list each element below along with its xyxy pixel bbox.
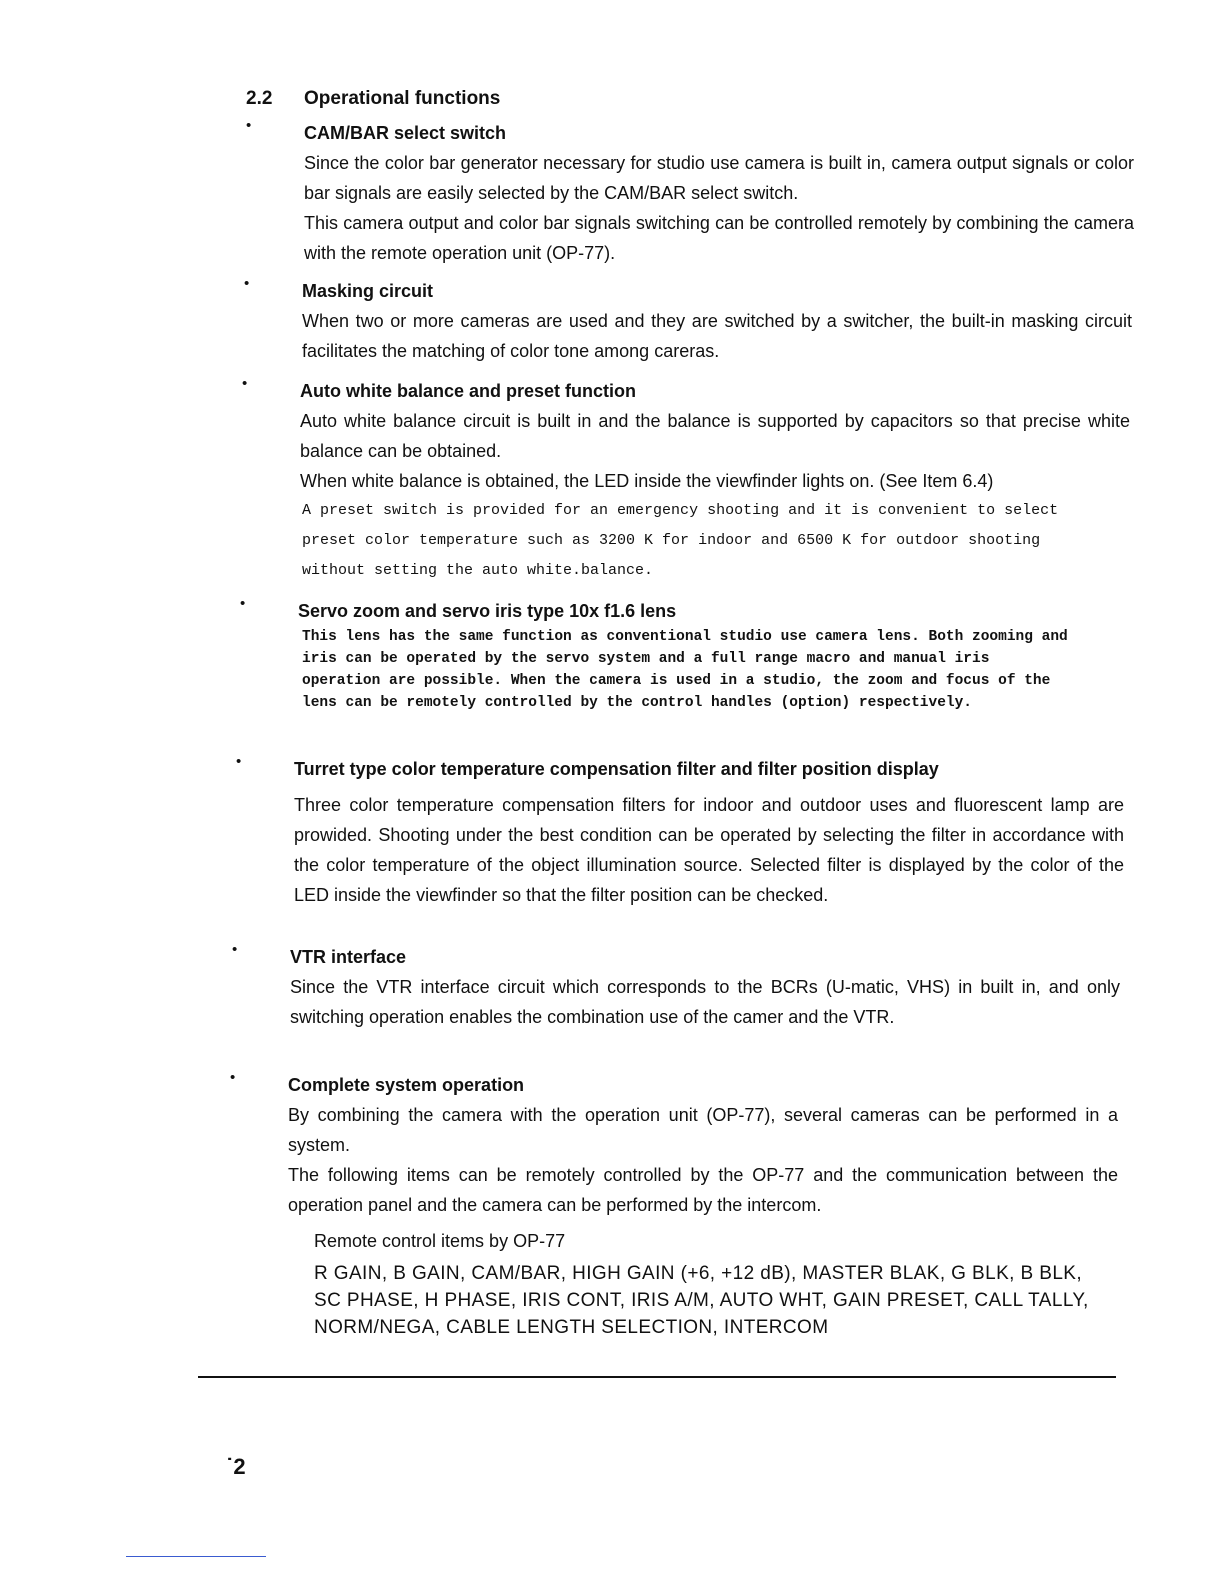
bullet-icon: • <box>246 117 252 134</box>
section-title: Operational functions <box>304 88 501 109</box>
item-auto-white-balance <box>242 375 1130 586</box>
item-title: Complete system operation <box>288 1075 525 1095</box>
page-number-value: 2 <box>233 1454 246 1479</box>
item-turret-filter <box>236 753 1124 910</box>
section-number: 2.2 <box>246 88 273 109</box>
item-complete-system <box>230 1069 1118 1341</box>
remote-items-list: R GAIN, B GAIN, CAM/BAR, HIGH GAIN (+6, +12 dB), MASTER BLAK, G BLK, B BLK, SC PHASE, H PHASE, IRIS CONT, IRIS A/M, AUTO WHT, GAIN PRESET, CALL TALLY, NORM/NEGA, CABLE LENGTH SELECTION, INTERCOM <box>314 1263 1089 1338</box>
page-number-dot: ˙ <box>226 1454 234 1479</box>
item-title: Masking circuit <box>302 281 434 301</box>
bullet-icon: • <box>230 1069 236 1086</box>
bottom-rule <box>198 1376 1116 1378</box>
item-paragraph: Since the VTR interface circuit which corresponds to the BCRs (U-matic, VHS) in built in, and only switching operation enables the combination use of the camer and the VTR. <box>290 977 1120 1027</box>
item-paragraph: Three color temperature compensation filters for indoor and outdoor uses and fluorescent lamp are prowided. Shooting under the best condition can be operated by selecting the filter in accordance with the color temperature of the object illumination source. Selected filter is displayed by the color of the LED inside the viewfinder so that the filter position can be checked. <box>294 795 1124 905</box>
item-paragraph: Since the color bar generator necessary for studio use camera is built in, camera output signals or color bar signals are easily selected by the CAM/BAR select switch. <box>304 153 1134 203</box>
preset-switch-note: A preset switch is provided for an emergency shooting and it is convenient to select preset color temperature such as 3200 K for indoor and 6500 K for outdoor shooting without setting the auto white.balance. <box>302 502 1059 579</box>
section-heading <box>246 88 500 110</box>
item-paragraph: When white balance is obtained, the LED inside the viewfinder lights on. (See Item 6.4) <box>300 471 994 491</box>
item-title: Servo zoom and servo iris type 10x f1.6 lens <box>298 601 677 621</box>
item-paragraph: This camera output and color bar signals switching can be controlled remotely by combining the camera with the remote operation unit (OP-77). <box>304 213 1134 263</box>
bullet-icon: • <box>244 275 250 292</box>
item-vtr-interface <box>232 941 1120 1032</box>
item-title: Auto white balance and preset function <box>300 381 637 401</box>
item-paragraph: By combining the camera with the operation unit (OP-77), several cameras can be performed in a system. <box>288 1105 1118 1155</box>
item-paragraph: When two or more cameras are used and they are switched by a switcher, the built-in masking circuit facilitates the matching of color tone among careras. <box>302 311 1132 361</box>
footer-divider <box>126 1556 266 1557</box>
item-servo-zoom-lens <box>240 595 1128 714</box>
bullet-icon: • <box>236 753 242 770</box>
item-title: CAM/BAR select switch <box>304 123 507 143</box>
item-title: VTR interface <box>290 947 407 967</box>
item-masking-circuit <box>244 275 1132 366</box>
item-cam-bar-switch <box>246 117 1134 268</box>
item-paragraph: The following items can be remotely controlled by the OP-77 and the communication between the operation panel and the camera can be performed by the intercom. <box>288 1165 1118 1215</box>
item-title: Turret type color temperature compensation filter and filter position display <box>294 759 939 779</box>
bullet-icon: • <box>242 375 248 392</box>
item-paragraph: Auto white balance circuit is built in and the balance is supported by capacitors so that precise white balance can be obtained. <box>300 411 1130 461</box>
page-number <box>226 1454 246 1480</box>
lens-description: This lens has the same function as conventional studio use camera lens. Both zooming and iris can be operated by the servo system and a full range macro and manual iris operation are possible. When the camera is used in a studio, the zoom and focus of the lens can be remotely controlled by the control handles (option) respectively. <box>302 629 1068 711</box>
bullet-icon: • <box>240 595 246 612</box>
remote-items-heading: Remote control items by OP-77 <box>314 1231 566 1251</box>
bullet-icon: • <box>232 941 238 958</box>
